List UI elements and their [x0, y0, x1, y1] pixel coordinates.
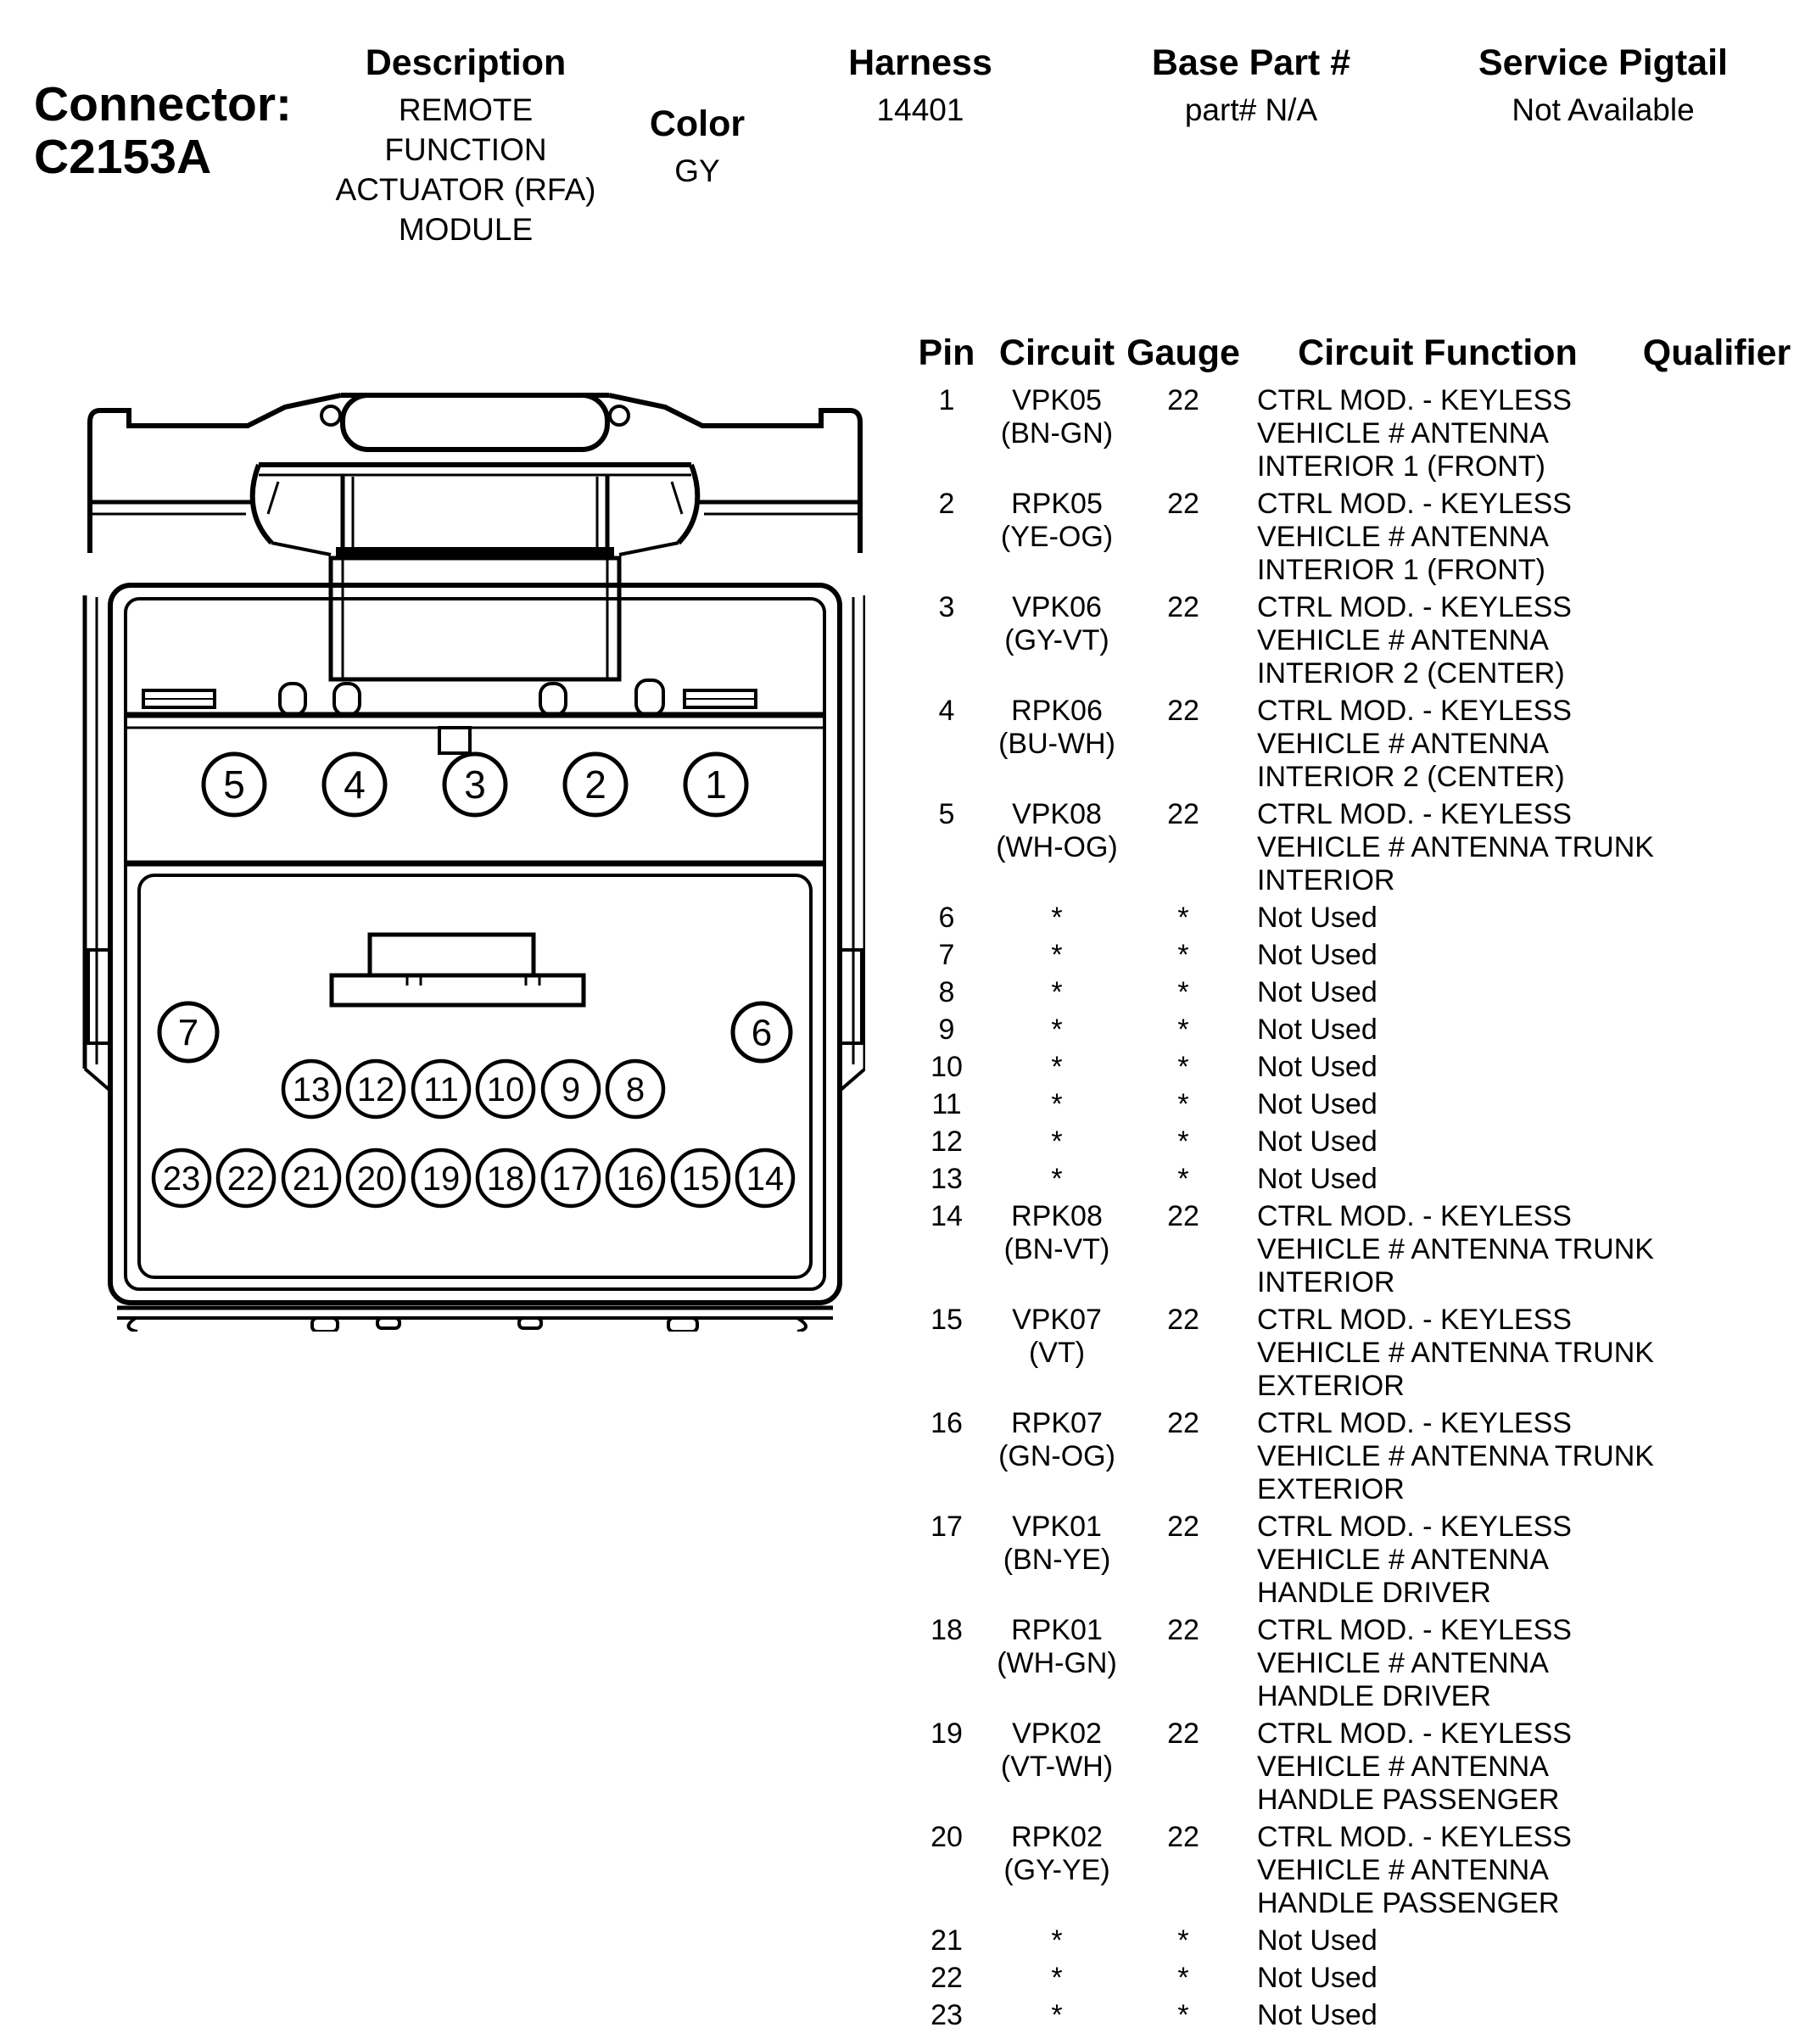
function-cell: CTRL MOD. - KEYLESS VEHICLE # ANTENNA TRUNK INTERIOR: [1257, 798, 1654, 896]
circuit-cell: *: [1051, 976, 1063, 1008]
function-cell: CTRL MOD. - KEYLESS VEHICLE # ANTENNA HANDLE DRIVER: [1257, 1614, 1572, 1712]
connector-title: [34, 78, 292, 183]
pin-number: 19: [422, 1160, 461, 1198]
table-row: [899, 695, 1805, 794]
table-row: [899, 1614, 1805, 1713]
gauge-cell: *: [1177, 1088, 1189, 1120]
housing-collar: [253, 465, 698, 558]
pin-cell: 19: [930, 1717, 963, 1750]
gauge-cell: 22: [1167, 1614, 1199, 1646]
circuit-cell: VPK07 (VT): [1012, 1304, 1102, 1369]
circuit-cell: RPK08 (BN-VT): [1003, 1200, 1110, 1265]
description-label: Description: [365, 42, 567, 83]
table-row: [899, 1014, 1805, 1047]
pin-cell: 12: [930, 1125, 963, 1158]
pin-cell: 1: [938, 384, 955, 416]
function-cell: CTRL MOD. - KEYLESS VEHICLE # ANTENNA HANDLE DRIVER: [1257, 1511, 1572, 1609]
description-value: REMOTE FUNCTION ACTUATOR (RFA) MODULE: [335, 92, 596, 247]
service-pigtail-label: Service Pigtail: [1478, 42, 1728, 83]
pin-cell: 13: [930, 1163, 963, 1195]
pin-number: 11: [423, 1071, 459, 1109]
gauge-cell: 22: [1167, 1821, 1199, 1853]
pin-number: 23: [162, 1160, 201, 1198]
gauge-cell: *: [1177, 976, 1189, 1008]
pin-cell: 23: [930, 1999, 963, 2031]
gauge-cell: 22: [1167, 798, 1199, 830]
table-row: [899, 1125, 1805, 1159]
qualifier-cell: [1629, 1051, 1805, 1084]
qualifier-cell: [1629, 488, 1805, 587]
pin-number: 18: [486, 1160, 525, 1198]
function-cell: CTRL MOD. - KEYLESS VEHICLE # ANTENNA INTERIOR 2 (CENTER): [1257, 695, 1572, 793]
pin-number: 15: [681, 1160, 720, 1198]
circuit-cell: VPK06 (GY-VT): [1004, 591, 1109, 656]
pin-number: 7: [177, 1012, 199, 1054]
function-cell: Not Used: [1257, 976, 1378, 1008]
bottom-rail: [117, 1308, 833, 1332]
circuit-cell: RPK02 (GY-YE): [1003, 1821, 1110, 1886]
pin-table-header: [899, 333, 1805, 372]
pin-cell: 9: [938, 1014, 955, 1046]
table-row: [899, 1717, 1805, 1817]
qualifier-cell: [1629, 976, 1805, 1009]
color-value: GY: [674, 154, 720, 188]
col-header-pin: Pin: [918, 332, 975, 373]
table-row: [899, 1924, 1805, 1957]
qualifier-cell: [1629, 1614, 1805, 1713]
table-row: [899, 1407, 1805, 1506]
circuit-cell: *: [1051, 1962, 1063, 1994]
qualifier-cell: [1629, 902, 1805, 935]
qualifier-cell: [1629, 939, 1805, 972]
circuit-cell: *: [1051, 1051, 1063, 1083]
circuit-cell: VPK01 (BN-YE): [1003, 1511, 1111, 1576]
gauge-cell: *: [1177, 1962, 1189, 1994]
qualifier-cell: [1629, 1999, 1805, 2032]
circuit-cell: *: [1051, 1088, 1063, 1120]
function-cell: Not Used: [1257, 902, 1378, 934]
gauge-cell: 22: [1167, 1717, 1199, 1750]
pin-cell: 6: [938, 902, 955, 934]
qualifier-cell: [1629, 695, 1805, 794]
qualifier-cell: [1629, 1088, 1805, 1121]
gauge-cell: 22: [1167, 695, 1199, 727]
pin-number: 14: [746, 1160, 785, 1198]
connector-label: Connector:: [34, 77, 292, 131]
table-row: [899, 1200, 1805, 1299]
function-cell: Not Used: [1257, 1924, 1378, 1957]
pin-number: 22: [226, 1160, 265, 1198]
pin-cell: 8: [938, 976, 955, 1008]
color-label: Color: [649, 103, 746, 144]
circuit-cell: *: [1051, 1163, 1063, 1195]
gauge-cell: *: [1177, 1051, 1189, 1083]
col-header-qualifier: Qualifier: [1642, 332, 1791, 373]
qualifier-cell: [1629, 1014, 1805, 1047]
function-cell: Not Used: [1257, 939, 1378, 971]
gauge-cell: 22: [1167, 1511, 1199, 1543]
pin-cell: 2: [938, 488, 955, 520]
table-row: [899, 1304, 1805, 1403]
function-cell: Not Used: [1257, 1014, 1378, 1046]
circuit-cell: *: [1051, 939, 1063, 971]
qualifier-cell: [1629, 1717, 1805, 1817]
pin-number: 4: [344, 762, 366, 807]
qualifier-cell: [1629, 384, 1805, 483]
table-row: [899, 1088, 1805, 1121]
table-row: [899, 1821, 1805, 1920]
table-row: [899, 902, 1805, 935]
table-row: [899, 384, 1805, 483]
table-row: [899, 976, 1805, 1009]
circuit-cell: *: [1051, 1014, 1063, 1046]
gauge-cell: *: [1177, 1924, 1189, 1957]
gauge-cell: 22: [1167, 1200, 1199, 1232]
table-row: [899, 1051, 1805, 1084]
col-header-circuit-function: Circuit Function: [1298, 332, 1578, 373]
table-row: [899, 939, 1805, 972]
function-cell: CTRL MOD. - KEYLESS VEHICLE # ANTENNA TRUNK EXTERIOR: [1257, 1304, 1654, 1402]
table-row: [899, 1511, 1805, 1610]
circuit-cell: RPK06 (BU-WH): [998, 695, 1115, 760]
function-cell: Not Used: [1257, 1163, 1378, 1195]
pin-number: 10: [486, 1071, 525, 1109]
pin-cell: 20: [930, 1821, 963, 1853]
qualifier-cell: [1629, 1511, 1805, 1610]
pin-cell: 18: [930, 1614, 963, 1646]
function-cell: CTRL MOD. - KEYLESS VEHICLE # ANTENNA INTERIOR 2 (CENTER): [1257, 591, 1572, 690]
function-cell: Not Used: [1257, 1088, 1378, 1120]
circuit-cell: VPK05 (BN-GN): [1000, 384, 1114, 450]
pin-cell: 7: [938, 939, 955, 971]
pin-number: 6: [751, 1012, 773, 1054]
base-part-label: Base Part #: [1151, 42, 1351, 83]
qualifier-cell: [1629, 591, 1805, 690]
pin-number: 3: [464, 762, 486, 807]
table-row: [899, 1999, 1805, 2032]
pin-cell: 14: [930, 1200, 963, 1232]
circuit-cell: *: [1051, 1999, 1063, 2031]
pin-number: 1: [705, 762, 727, 807]
gauge-cell: *: [1177, 1163, 1189, 1195]
harness-label: Harness: [848, 42, 992, 83]
qualifier-cell: [1629, 1407, 1805, 1506]
circuit-cell: RPK05 (YE-OG): [1000, 488, 1114, 553]
gauge-cell: *: [1177, 902, 1189, 934]
pin-cell: 22: [930, 1962, 963, 1994]
qualifier-cell: [1629, 1125, 1805, 1159]
circuit-cell: VPK08 (WH-OG): [996, 798, 1118, 863]
pin-cell: 16: [930, 1407, 963, 1439]
function-cell: CTRL MOD. - KEYLESS VEHICLE # ANTENNA TRUNK INTERIOR: [1257, 1200, 1654, 1298]
table-row: [899, 591, 1805, 690]
gauge-cell: 22: [1167, 488, 1199, 520]
field-base-part: [1124, 42, 1378, 130]
gauge-cell: *: [1177, 939, 1189, 971]
gauge-cell: 22: [1167, 1304, 1199, 1336]
gauge-cell: 22: [1167, 1407, 1199, 1439]
connector-drawing-svg: [51, 373, 865, 1332]
service-pigtail-value: Not Available: [1512, 92, 1695, 127]
field-service-pigtail: [1476, 42, 1730, 130]
table-row: [899, 798, 1805, 897]
qualifier-cell: [1629, 1924, 1805, 1957]
circuit-cell: *: [1051, 1924, 1063, 1957]
pin-number: 13: [292, 1071, 331, 1109]
circuit-cell: *: [1051, 902, 1063, 934]
pin-cell: 17: [930, 1511, 963, 1543]
field-description: [317, 42, 614, 249]
col-header-gauge: Gauge: [1126, 332, 1240, 373]
pin-number: 9: [561, 1071, 581, 1109]
circuit-cell: RPK07 (GN-OG): [998, 1407, 1115, 1472]
table-row: [899, 1962, 1805, 1995]
circuit-cell: RPK01 (WH-GN): [997, 1614, 1117, 1679]
field-color: [629, 103, 765, 191]
connector-diagram: [51, 373, 865, 1332]
pin-number: 17: [551, 1160, 590, 1198]
function-cell: CTRL MOD. - KEYLESS VEHICLE # ANTENNA TRUNK EXTERIOR: [1257, 1407, 1654, 1505]
function-cell: CTRL MOD. - KEYLESS VEHICLE # ANTENNA HANDLE PASSENGER: [1257, 1821, 1572, 1919]
gauge-cell: 22: [1167, 384, 1199, 416]
pin-number: 16: [616, 1160, 655, 1198]
pin-cell: 11: [931, 1088, 962, 1120]
gauge-cell: *: [1177, 1125, 1189, 1158]
qualifier-cell: [1629, 1962, 1805, 1995]
table-row: [899, 488, 1805, 587]
pin-number: 20: [356, 1160, 395, 1198]
function-cell: CTRL MOD. - KEYLESS VEHICLE # ANTENNA INTERIOR 1 (FRONT): [1257, 488, 1572, 586]
base-part-value: part# N/A: [1184, 92, 1318, 127]
pin-cell: 10: [930, 1051, 963, 1083]
function-cell: Not Used: [1257, 1051, 1378, 1083]
pin-number: 2: [584, 762, 606, 807]
function-cell: Not Used: [1257, 1999, 1378, 2031]
circuit-cell: *: [1051, 1125, 1063, 1158]
pin-table-body: [899, 384, 1805, 2032]
qualifier-cell: [1629, 1821, 1805, 1920]
pin-cell: 4: [938, 695, 955, 727]
function-cell: Not Used: [1257, 1962, 1378, 1994]
qualifier-cell: [1629, 1200, 1805, 1299]
pin-number: 8: [625, 1071, 645, 1109]
gauge-cell: *: [1177, 1014, 1189, 1046]
harness-value: 14401: [876, 92, 964, 127]
pin-cell: 3: [938, 591, 955, 623]
pin-cell: 21: [930, 1924, 963, 1957]
pin-number: 21: [292, 1160, 331, 1198]
qualifier-cell: [1629, 798, 1805, 897]
pin-number: 5: [223, 762, 245, 807]
gauge-cell: 22: [1167, 591, 1199, 623]
pin-number: 12: [356, 1071, 395, 1109]
function-cell: Not Used: [1257, 1125, 1378, 1158]
gauge-cell: *: [1177, 1999, 1189, 2031]
field-harness: [819, 42, 1022, 130]
circuit-cell: VPK02 (VT-WH): [1000, 1717, 1114, 1783]
function-cell: CTRL MOD. - KEYLESS VEHICLE # ANTENNA INTERIOR 1 (FRONT): [1257, 384, 1572, 483]
pin-circles: [154, 754, 793, 1206]
pin-cell: 15: [930, 1304, 963, 1336]
pin-cell: 5: [938, 798, 955, 830]
col-header-circuit: Circuit: [998, 332, 1115, 373]
qualifier-cell: [1629, 1163, 1805, 1196]
function-cell: CTRL MOD. - KEYLESS VEHICLE # ANTENNA HANDLE PASSENGER: [1257, 1717, 1572, 1816]
qualifier-cell: [1629, 1304, 1805, 1403]
pin-table: [899, 333, 1805, 2036]
table-row: [899, 1163, 1805, 1196]
connector-id: C2153A: [34, 130, 212, 184]
